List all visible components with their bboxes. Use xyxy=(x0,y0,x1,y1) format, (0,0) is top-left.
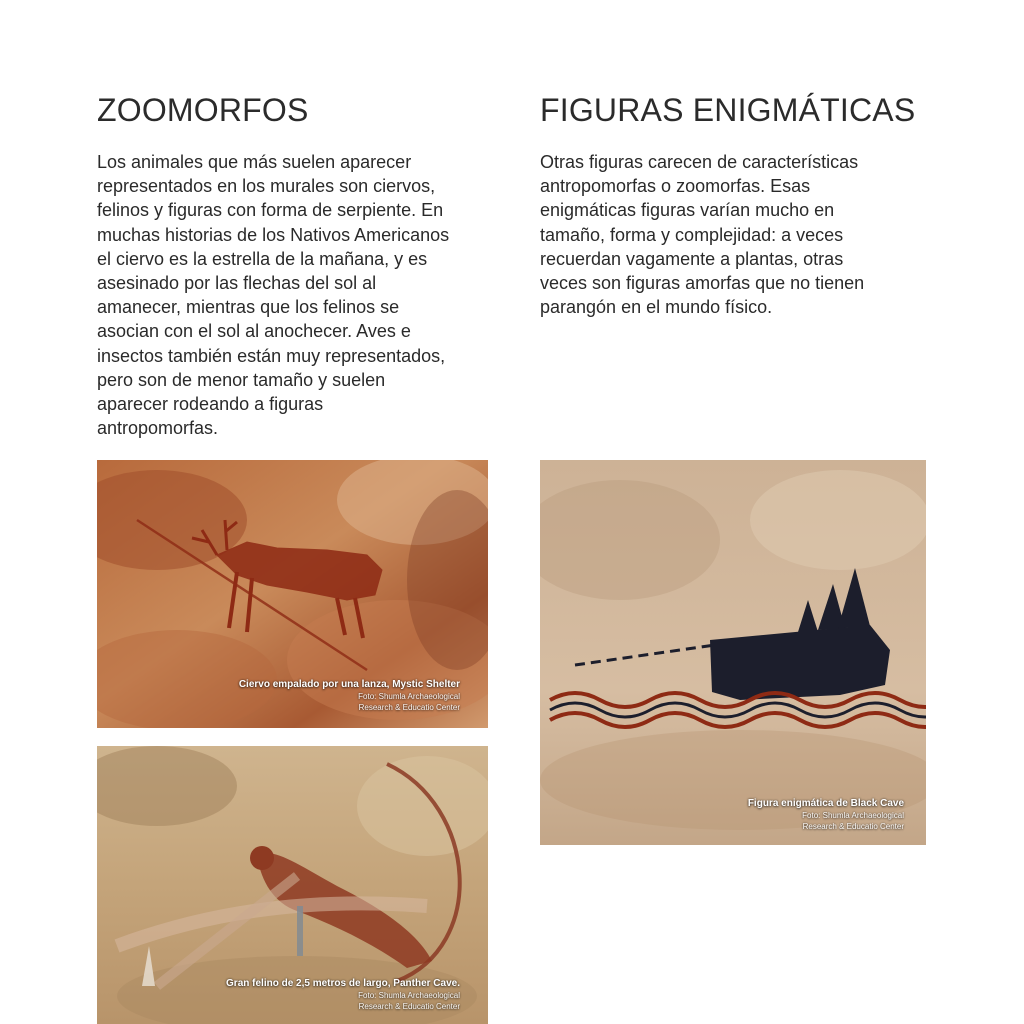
paragraph-line: veces son figuras amorfas que no tienen xyxy=(540,273,865,294)
caption-credit: Foto: Shumla Archaeological xyxy=(358,692,460,701)
black-cave-rock-art-image xyxy=(540,460,926,845)
paragraph-line: el ciervo es la estrella de la mañana, y es xyxy=(97,248,428,269)
caption-credit: Research & Educatio Center xyxy=(802,822,904,831)
deer-rock-art-photo xyxy=(97,460,488,728)
black-cave-photo-caption xyxy=(748,797,904,832)
paragraph-line: amanecer, mientras que los felinos se xyxy=(97,297,400,318)
paragraph-line: insectos también están muy representados, xyxy=(97,345,446,366)
zoomorfos-paragraph xyxy=(97,150,492,440)
figuras-enigmaticas-paragraph xyxy=(540,150,930,319)
deer-photo-caption xyxy=(239,678,460,713)
paragraph-line: Los animales que más suelen aparecer xyxy=(97,152,412,172)
caption-title: Gran felino de 2,5 metros de largo, Panther Cave. xyxy=(226,978,460,989)
panther-photo-caption xyxy=(226,977,460,1012)
caption-credit: Research & Educatio Center xyxy=(358,1002,460,1011)
paragraph-line: tamaño, forma y complejidad: a veces xyxy=(540,224,844,245)
paragraph-line: parangón en el mundo físico. xyxy=(540,297,773,318)
paragraph-line: recuerdan vagamente a plantas, otras xyxy=(540,248,844,269)
zoomorfos-heading: ZOOMORFOS xyxy=(97,92,309,128)
caption-credit: Foto: Shumla Archaeological xyxy=(358,991,460,1000)
paragraph-line: representados en los murales son ciervos, xyxy=(97,176,436,197)
panther-rock-art-photo xyxy=(97,746,488,1024)
figuras-enigmaticas-heading: FIGURAS ENIGMÁTICAS xyxy=(540,92,916,128)
caption-title: Ciervo empalado por una lanza, Mystic Shelter xyxy=(238,679,460,690)
paragraph-line: felinos y figuras con forma de serpiente. En xyxy=(97,200,444,221)
caption-credit: Foto: Shumla Archaeological xyxy=(802,811,904,820)
paragraph-line: antropomorfas. xyxy=(97,418,219,439)
paragraph-line: asesinado por las flechas del sol al xyxy=(97,273,377,294)
paragraph-line: enigmáticas figuras varían mucho en xyxy=(540,200,835,221)
paragraph-line: aparecer rodeando a figuras xyxy=(97,394,324,415)
paragraph-line: asocian con el sol al anochecer. Aves e xyxy=(97,321,411,342)
caption-credit: Research & Educatio Center xyxy=(358,703,460,712)
paragraph-line: antropomorfas o zoomorfas. Esas xyxy=(540,176,811,197)
paragraph-line: Otras figuras carecen de características xyxy=(540,152,859,172)
paragraph-line: pero son de menor tamaño y suelen xyxy=(97,369,386,390)
paragraph-line: muchas historias de los Nativos Americanos xyxy=(97,224,450,245)
caption-title: Figura enigmática de Black Cave xyxy=(747,798,904,809)
black-cave-rock-art-photo xyxy=(540,460,926,845)
